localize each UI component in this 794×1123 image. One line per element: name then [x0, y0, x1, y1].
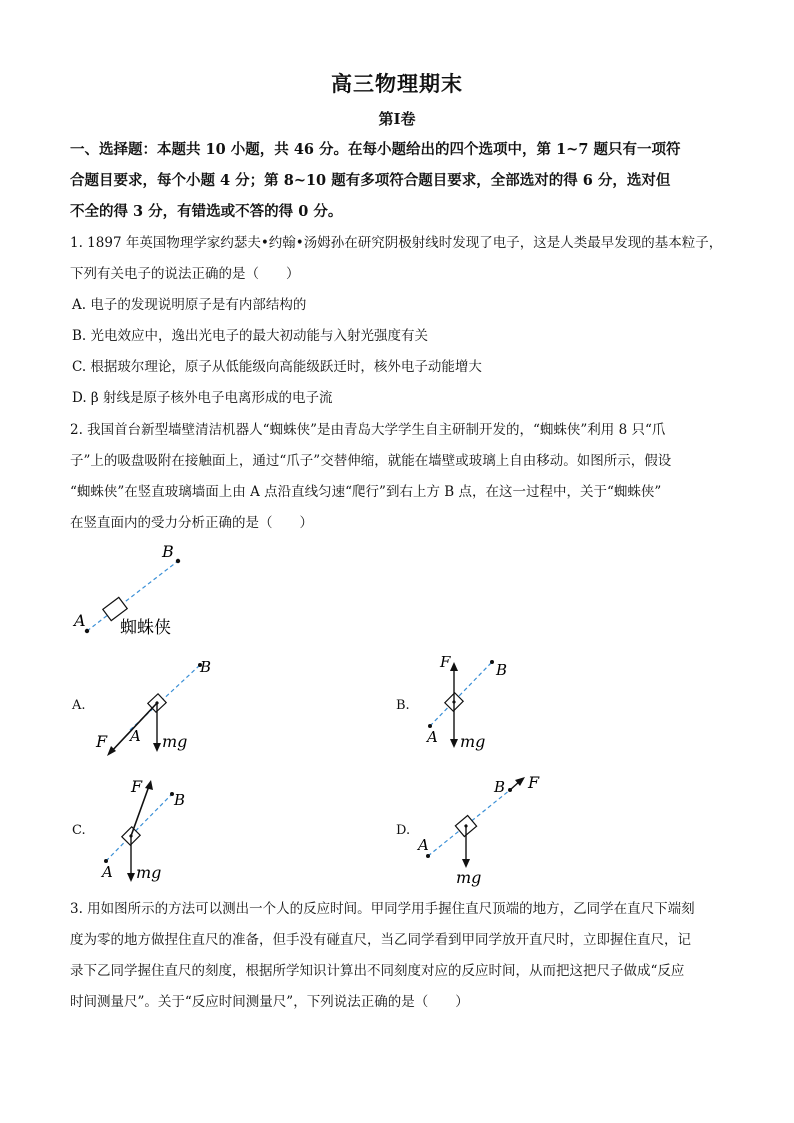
q2-option-a-figure [90, 650, 230, 765]
q1-stem-line-2: 下列有关电子的说法正确的是（ ） [70, 266, 300, 282]
q1-option-b: B. 光电效应中，逸出光电子的最大初动能与入射光强度有关 [72, 328, 429, 344]
svg-text:B: B [174, 791, 186, 809]
svg-text:A: A [418, 836, 429, 854]
svg-text:mg: mg [460, 732, 486, 751]
q2-stem-line-4: 在竖直面内的受力分析正确的是（ ） [70, 515, 313, 531]
svg-text:F: F [96, 732, 108, 751]
robot-label: 蜘蛛侠 [120, 618, 171, 638]
q2-option-b-figure [420, 650, 540, 760]
q3-stem-line-1: 3. 用如图所示的方法可以测出一个人的反应时间。甲同学用手握住直尺顶端的地方，乙同学在直尺下端刻 [70, 901, 695, 917]
svg-text:F: F [528, 773, 540, 792]
q1-option-d: D. β 射线是原子核外电子电离形成的电子流 [72, 390, 333, 406]
svg-text:A: A [130, 727, 141, 745]
q2-option-a-label: A. [72, 698, 86, 713]
svg-text:mg: mg [456, 868, 482, 887]
q1-option-c: C. 根据玻尔理论，原子从低能级向高能级跃迁时，核外电子动能增大 [72, 359, 482, 375]
point-b [176, 559, 180, 563]
q2-option-b-label: B. [396, 698, 410, 713]
label-a: A [74, 611, 86, 630]
section-line-1: 一、选择题：本题共 10 小题，共 46 分。在每小题给出的四个选项中，第 1~7 题只有一项符 [70, 141, 681, 158]
svg-text:A: A [427, 728, 438, 746]
volume-label: 第Ⅰ卷 [378, 110, 416, 128]
svg-text:A: A [102, 863, 113, 881]
svg-text:F: F [131, 777, 143, 796]
q2-option-c-figure [96, 770, 206, 885]
q2-option-c-label: C. [72, 823, 86, 838]
label-b: B [162, 542, 174, 561]
q2-stem-line-1: 2. 我国首台新型墙壁清洁机器人“蜘蛛侠”是由青岛大学学生自主研制开发的，“蜘蛛侠”利用 8 只“爪 [70, 422, 666, 438]
q3-stem-line-4: 时间测量尺”。关于“反应时间测量尺”，下列说法正确的是（ ） [70, 994, 469, 1010]
q2-stem-line-3: “蜘蛛侠”在竖直玻璃墙面上由 A 点沿直线匀速“爬行”到右上方 B 点，在这一过程中，关于“蜘蛛侠” [70, 484, 662, 500]
svg-text:B: B [494, 778, 506, 796]
q3-stem-line-3: 录下乙同学握住直尺的刻度，根据所学知识计算出不同刻度对应的反应时间，从而把这把尺子做成“反应 [70, 963, 685, 979]
q2-option-d-label: D. [396, 823, 411, 838]
q2-main-figure [70, 540, 230, 650]
section-instructions [70, 134, 730, 227]
q2-option-d-figure [416, 770, 556, 890]
q2-stem-line-2: 子”上的吸盘吸附在接触面上，通过“爪子”交替伸缩，就能在墙壁或玻璃上自由移动。如图所示，假设 [70, 453, 672, 469]
page-title: 高三物理期末 [331, 71, 463, 96]
svg-text:F: F [440, 653, 451, 671]
q3-stem-line-2: 度为零的地方做捏住直尺的准备，但手没有碰直尺，当乙同学看到甲同学放开直尺时，立即握住直尺，记 [70, 932, 691, 948]
section-line-3: 不全的得 3 分，有错选或不答的得 0 分。 [70, 203, 343, 220]
section-line-2: 合题目要求，每个小题 4 分；第 8~10 题有多项符合题目要求，全部选对的得 6 分，选对但 [70, 172, 671, 189]
svg-text:mg: mg [136, 863, 162, 882]
q1-option-a: A. 电子的发现说明原子是有内部结构的 [72, 297, 307, 313]
svg-text:mg: mg [162, 732, 188, 751]
q1-stem-line-1: 1. 1897 年英国物理学家约瑟夫•约翰•汤姆孙在研究阴极射线时发现了电子，这是人类最早发现的基本粒子， [70, 235, 723, 251]
svg-text:B: B [496, 661, 508, 679]
svg-text:B: B [200, 658, 212, 676]
